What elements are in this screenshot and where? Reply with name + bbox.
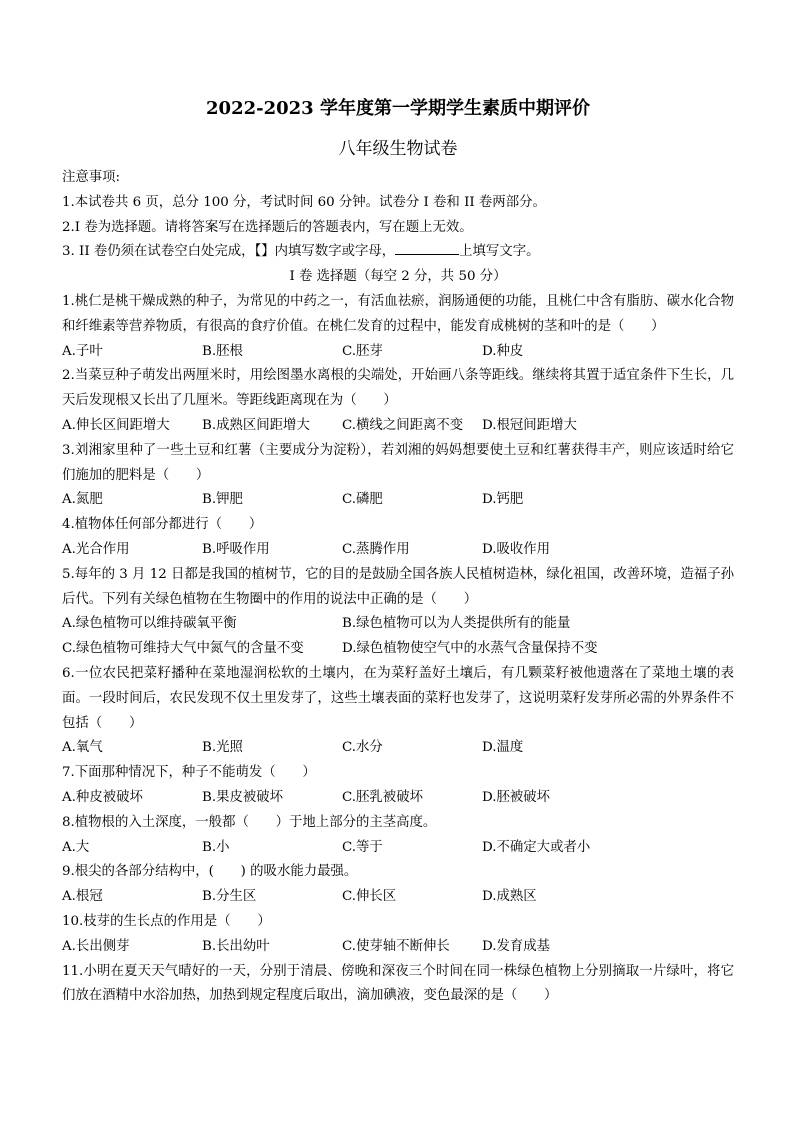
question-options (62, 612, 734, 662)
option-d: D.温度 (482, 740, 524, 756)
question-1 (62, 290, 734, 364)
option-b: B.光照 (202, 740, 243, 756)
question-options (62, 935, 734, 960)
question-3 (62, 439, 734, 513)
question-stem: 9.根尖的各部分结构中，( ) 的吸水能力最强。 (62, 864, 358, 880)
question-stem: 2.当菜豆种子萌发出两厘米时，用绘图墨水离根的尖端处，开始画八条等距线。继续将其置于适宜条件下生长，几天后发现根又长出了几厘米。等距线距离现在为（ ） (62, 368, 734, 409)
option-c: C.水分 (342, 740, 383, 756)
question-stem: 1.桃仁是桃干燥成熟的种子，为常见的中药之一，有活血祛瘀，润肠通便的功能，且桃仁中含有脂肪、碳水化合物和纤维素等营养物质，有很高的食疗价值。在桃仁发育的过程中，能发育成桃树的茎和叶的是（ ） (62, 293, 734, 334)
question-7 (62, 761, 734, 811)
notes-block (62, 166, 734, 265)
question-stem: 11.小明在夏天天气晴好的一天，分别于清晨、傍晚和深夜三个时间在同一株绿色植物上分别摘取一片绿叶，将它们放在酒精中水浴加热，加热到规定程度后取出，滴加碘液，变色最深的是（ ） (62, 963, 734, 1004)
option-a: A.根冠 (62, 889, 103, 905)
question-options (62, 488, 734, 513)
option-d: D.绿色植物使空气中的水蒸气含量保持不变 (342, 641, 598, 657)
question-9 (62, 860, 734, 910)
option-a: A.大 (62, 839, 90, 855)
option-a: A.长出侧芽 (62, 938, 130, 954)
option-b: B.长出幼叶 (202, 938, 270, 954)
option-a: A.氧气 (62, 740, 103, 756)
question-5 (62, 563, 734, 662)
option-a: A.绿色植物可以维持碳氧平衡 (62, 616, 237, 632)
notes-item-3 (62, 240, 734, 265)
option-d: D.成熟区 (482, 889, 537, 905)
question-options (62, 340, 734, 365)
option-c: C.磷肥 (342, 492, 383, 508)
option-c: C.等于 (342, 839, 383, 855)
option-b: B.小 (202, 839, 230, 855)
notes-item-2: 2.I 卷为选择题。请将答案写在选择题后的答题表内，写在题上无效。 (62, 219, 473, 235)
question-options (62, 736, 734, 761)
question-stem: 6.一位农民把菜籽播种在菜地湿润松软的土壤内，在为菜籽盖好土壤后，有几颗菜籽被他遗落在了菜地土壤的表面。一段时间后，农民发现不仅土里发芽了，这些土壤表面的菜籽也发芽了，这说明菜籽发芽所必需的外界条件不包括（ ） (62, 665, 734, 731)
fill-blank-line (395, 240, 459, 255)
option-d: D.吸收作用 (482, 541, 551, 557)
question-options (62, 538, 734, 563)
question-stem: 3.刘湘家里种了一些土豆和红薯（主要成分为淀粉），若刘湘的妈妈想要使土豆和红薯获得丰产，则应该适时给它们施加的肥料是（ ） (62, 442, 734, 483)
option-b: B.分生区 (202, 889, 257, 905)
option-b: B.成熟区间距增大 (202, 417, 310, 433)
option-d: D.根冠间距增大 (482, 417, 577, 433)
option-b: B.果皮被破坏 (202, 789, 284, 805)
exam-title: 2022-2023 学年度第一学期学生素质中期评价 (206, 98, 590, 119)
question-2 (62, 364, 734, 438)
question-stem: 7.下面那种情况下，种子不能萌发（ ） (62, 765, 316, 781)
question-stem: 5.每年的 3 月 12 日都是我国的植树节，它的目的是鼓励全国各族人民植树造林，绿化祖国，改善环境，造福子孙后代。下列有关绿色植物在生物圈中的作用的说法中正确的是（ ） (62, 566, 734, 607)
question-4 (62, 513, 734, 563)
section-title: I 卷 选择题（每空 2 分，共 50 分） (289, 269, 507, 285)
option-b: B.胚根 (202, 343, 243, 359)
question-8 (62, 811, 734, 861)
question-stem: 8.植物根的入土深度，一般都（ ）于地上部分的主茎高度。 (62, 814, 437, 830)
option-b: B.绿色植物可以为人类提供所有的能量 (342, 616, 571, 632)
option-b: B.钾肥 (202, 492, 243, 508)
option-a: A.伸长区间距增大 (62, 417, 170, 433)
question-options (62, 885, 734, 910)
option-d: D.不确定大或者小 (482, 839, 591, 855)
exam-page (62, 96, 734, 1009)
question-10 (62, 910, 734, 960)
exam-subtitle: 八年级生物试卷 (338, 139, 458, 159)
option-a: A.种皮被破坏 (62, 789, 143, 805)
question-options (62, 836, 734, 861)
option-d: D.胚被破坏 (482, 789, 551, 805)
option-c: C.蒸腾作用 (342, 541, 410, 557)
question-options (62, 414, 734, 439)
option-b: B.呼吸作用 (202, 541, 270, 557)
option-c: C.绿色植物可维持大气中氮气的含量不变 (62, 641, 304, 657)
notes-heading: 注意事项: (62, 170, 121, 185)
question-stem: 10.枝芽的生长点的作用是（ ） (62, 913, 271, 929)
option-c: C.胚乳被破坏 (342, 789, 423, 805)
option-d: D.钙肥 (482, 492, 524, 508)
option-c: C.胚芽 (342, 343, 383, 359)
option-c: C.横线之间距离不变 (342, 417, 464, 433)
notes-item-1: 1.本试卷共 6 页，总分 100 分，考试时间 60 分钟。试卷分 I 卷和 II 卷两部分。 (62, 194, 546, 210)
notes-item-3-after: 上填写文字。 (459, 244, 540, 260)
question-stem: 4.植物体任何部分都进行（ ） (62, 517, 263, 533)
notes-item-3-before: 3. II 卷仍须在试卷空白处完成，【】内填写数字或字母， (62, 244, 396, 260)
question-options (62, 786, 734, 811)
option-c: C.使芽轴不断伸长 (342, 938, 450, 954)
option-d: D.种皮 (482, 343, 524, 359)
option-a: A.子叶 (62, 343, 103, 359)
question-6 (62, 662, 734, 761)
option-d: D.发育成基 (482, 938, 551, 954)
question-11 (62, 960, 734, 1010)
option-a: A.光合作用 (62, 541, 130, 557)
option-a: A.氮肥 (62, 492, 103, 508)
option-c: C.伸长区 (342, 889, 397, 905)
